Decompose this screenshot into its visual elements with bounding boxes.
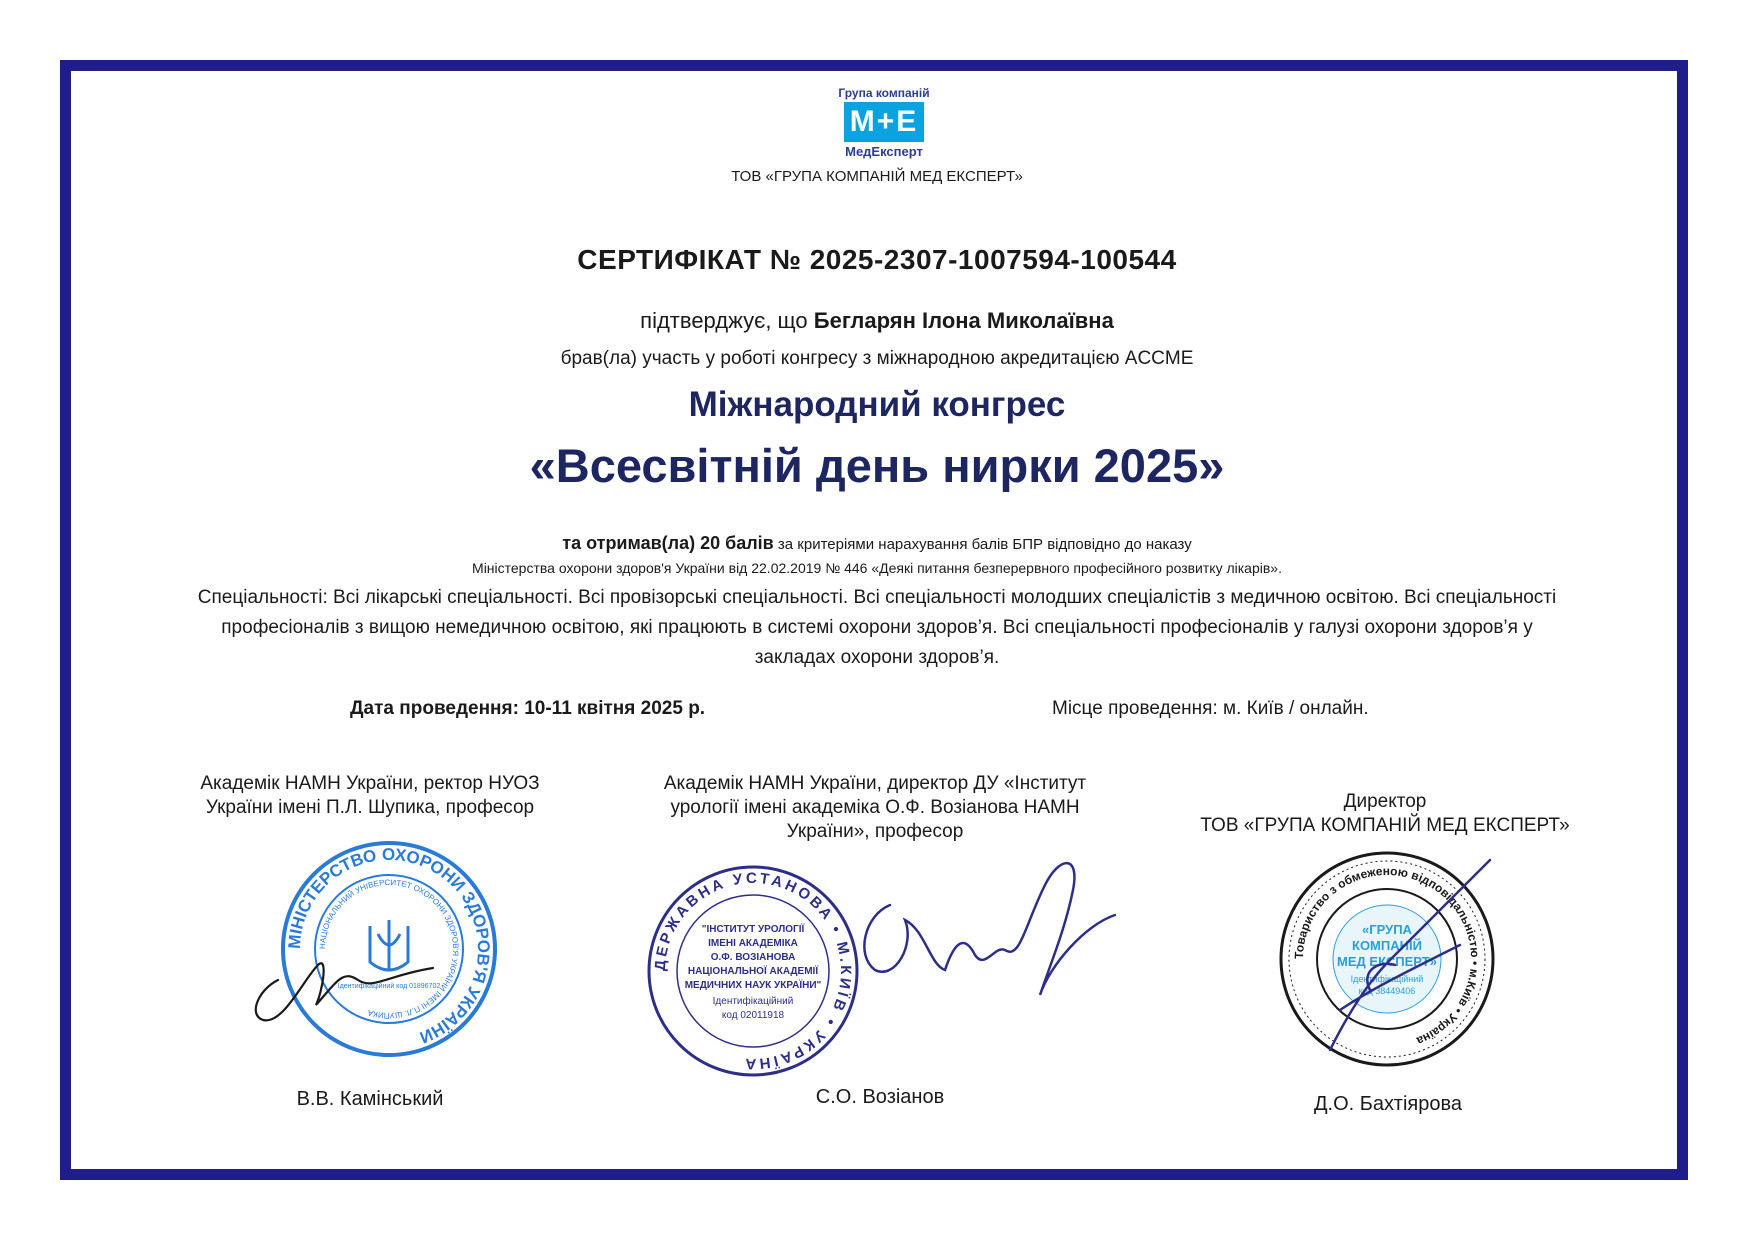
signatory-2-signature — [845, 845, 1125, 1015]
signatory-2-title — [625, 772, 1125, 844]
signatory-3-stamp-inner-4: Ідентифікаційний — [1350, 974, 1424, 984]
certificate-title: СЕРТИФІКАТ № 2025-2307-1007594-100544 — [577, 244, 1177, 275]
points-rest: за критеріями нарахування балів БПР відповідно до наказу — [777, 536, 1192, 553]
participant-name: Бегларян Ілона Миколаївна — [813, 308, 1114, 333]
signatory-2-stamp-outer: ДЕРЖАВНА УСТАНОВА • М.КИЇВ • УКРАЇНА — [651, 869, 855, 1073]
logo-top-text: Група компаній — [838, 86, 930, 100]
signatory-1-stamp-code: Ідентифікаційний код 01896702 — [337, 983, 441, 990]
signatory-1-title — [160, 772, 580, 820]
signatory-1-stamp-outer: МІНІСТЕРСТВО ОХОРОНИ ЗДОРОВ'Я УКРАЇНИ — [284, 844, 494, 1047]
signatory-1-title-line1: Академік НАМН України, ректор НУОЗ — [200, 773, 540, 794]
confirms-prefix: підтверджує, що — [640, 308, 808, 333]
participation-line: брав(ла) участь у роботі конгресу з міжнародною акредитацією ACCME — [560, 348, 1194, 369]
signatory-1-name: В.В. Камінський — [296, 1088, 444, 1110]
signatory-1-title-line2: України імені П.Л. Шупика, професор — [205, 797, 535, 818]
company-name: ТОВ «ГРУПА КОМПАНІЙ МЕД ЕКСПЕРТ» — [731, 168, 1023, 185]
confirms-line — [0, 308, 1754, 334]
order-line: Міністерства охорони здоров'я України від 22.02.2019 № 446 «Деякі питання безперервного професійного розвитку лікарів». — [472, 560, 1282, 576]
logo-bottom-text: МедЕксперт — [845, 144, 923, 159]
points-line — [0, 533, 1754, 554]
medexpert-logo — [834, 86, 934, 158]
signatory-3-stamp-inner-5: код 38449406 — [1358, 986, 1416, 996]
signatory-3-stamp-inner-2: КОМПАНІЙ — [1352, 938, 1422, 953]
signatory-2-stamp-inner-7: код 02011918 — [721, 1010, 785, 1021]
signatory-2-stamp-inner-2: ІМЕНІ АКАДЕМІКА — [708, 938, 798, 949]
congress-name: «Всесвітній день нирки 2025» — [529, 439, 1225, 492]
signatory-3-title — [1150, 790, 1620, 838]
specialties: Спеціальності: Всі лікарські спеціальності. Всі провізорські спеціальності. Всі спеціальності молодших спеціалістів з медичною освітою. Всі спеціальності професіоналів з вищою немедичною освітою, які працюють в системі охорони здоров’я. Всі спеціальності професіоналів у галузі охорони здоров’я у закладах охорони здоров’я. — [197, 587, 1557, 668]
signatory-2-stamp-inner-5: МЕДИЧНИХ НАУК УКРАЇНИ" — [684, 980, 822, 991]
signatory-2-stamp-inner-1: "ІНСТИТУТ УРОЛОГІЇ — [701, 924, 805, 935]
signatory-2-stamp — [644, 862, 862, 1080]
signatory-3-title-line2: ТОВ «ГРУПА КОМПАНІЙ МЕД ЕКСПЕРТ» — [1200, 815, 1570, 836]
signatory-2-stamp-inner-4: НАЦІОНАЛЬНОЇ АКАДЕМІЇ — [687, 966, 819, 977]
event-date: Дата проведення: 10-11 квітня 2025 р. — [350, 698, 706, 719]
signatory-2-title-line2: урології імені академіка О.Ф. Возіанова НАМН — [670, 797, 1080, 818]
signatory-3-stamp-inner-1: «ГРУПА — [1362, 922, 1412, 937]
event-place: Місце проведення: м. Київ / онлайн. — [1052, 698, 1369, 719]
signatory-1-stamp-inner: НАЦІОНАЛЬНИЙ УНІВЕРСИТЕТ ОХОРОНИ ЗДОРОВ'Я УКРАЇНИ ІМЕНІ П.Л. ШУПИКА — [317, 877, 461, 1021]
points-bold: та отримав(ла) 20 балів — [562, 533, 774, 553]
signatory-2-name: С.О. Возіанов — [815, 1086, 945, 1108]
signatory-2-title-line1: Академік НАМН України, директор ДУ «Інститут — [663, 773, 1087, 794]
signatory-3-signature — [1310, 850, 1500, 1060]
signatory-1-signature — [248, 920, 448, 1030]
signatory-3-stamp-outer: Товариство з обмеженою відповідальністю • м.Київ • Україна — [1291, 863, 1483, 1049]
signatory-3-title-line1: Директор — [1343, 791, 1427, 812]
signatory-3-name: Д.О. Бахтіярова — [1314, 1093, 1462, 1115]
signatory-2-stamp-inner-6: Ідентифікаційний — [712, 996, 794, 1007]
signatory-2-title-line3: України», професор — [786, 821, 964, 842]
congress-type: Міжнародний конгрес — [688, 385, 1066, 424]
signatory-2-stamp-inner-3: О.Ф. ВОЗІАНОВА — [710, 952, 796, 963]
signatory-3-stamp-inner-3: МЕД ЕКСПЕРТ» — [1337, 954, 1437, 969]
logo-mark: M+E — [844, 102, 924, 142]
